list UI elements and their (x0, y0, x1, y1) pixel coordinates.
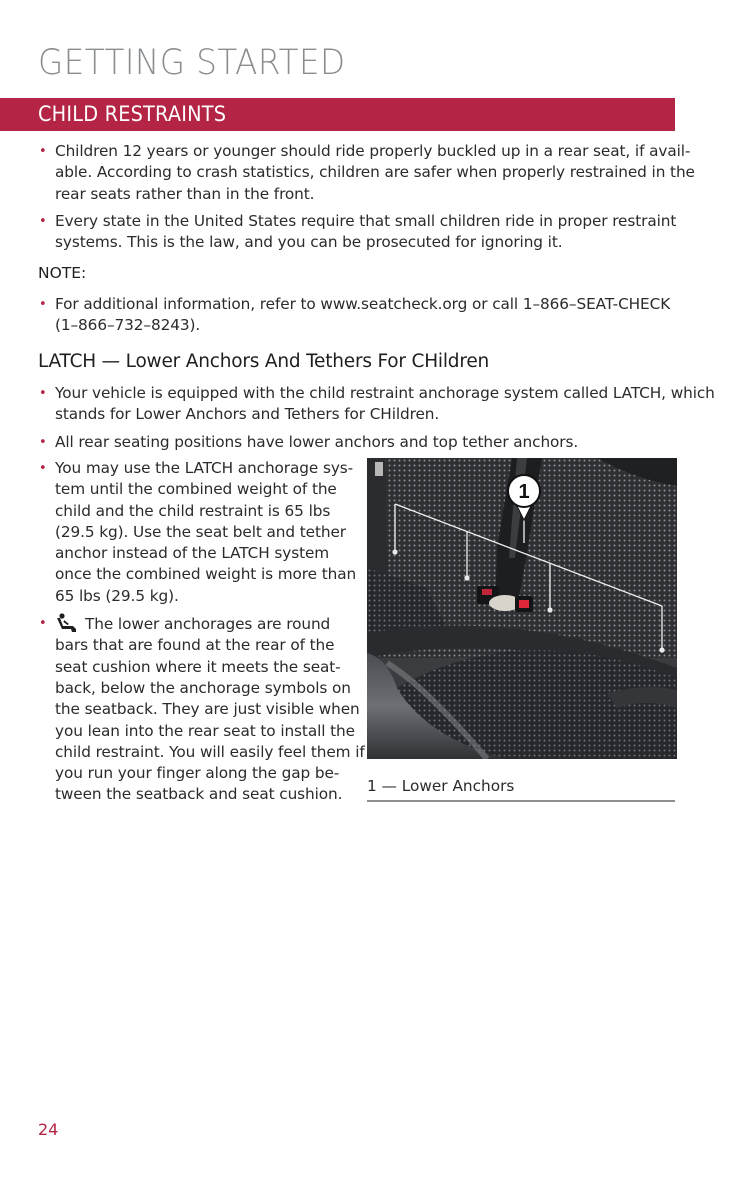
bullet-dot: • (39, 386, 47, 401)
list-item (38, 141, 695, 205)
banner-title: CHILD RESTRAINTS (38, 102, 227, 126)
callout-number: 1 (518, 481, 530, 503)
line: child restraint. You will easily feel them if (55, 742, 365, 761)
note-label: NOTE: (38, 264, 87, 282)
latch-heading: LATCH — Lower Anchors And Tethers For CHildren (38, 351, 490, 372)
bullet-dot: • (39, 144, 47, 159)
child-seat-anchor-icon (55, 613, 79, 633)
page-number: 24 (38, 1120, 59, 1139)
line: you lean into the rear seat to install the (55, 721, 355, 740)
note-bullets (38, 294, 678, 343)
line: back, below the anchorage symbols on (55, 678, 351, 697)
bullet-dot: • (39, 434, 47, 450)
line: (1–866–732–8243). (55, 316, 201, 335)
list-item (38, 613, 365, 806)
line: anchor instead of the LATCH system (55, 544, 330, 563)
line: Your vehicle is equipped with the child restraint anchorage system called LATCH, which (55, 384, 715, 402)
line-with-icon (55, 613, 348, 635)
rear-seat-photo (367, 458, 677, 759)
line: tem until the combined weight of the (55, 480, 337, 499)
list-item (38, 432, 678, 453)
line: Children 12 years or younger should ride properly buckled up in a rear seat, if avail- (55, 142, 691, 160)
list-item (38, 211, 678, 254)
line: Every state in the United States require that small children ride in proper restraint (55, 211, 677, 230)
line: seat cushion where it meets the seat- (55, 657, 341, 676)
line: child and the child restraint is 65 lbs (55, 501, 331, 520)
line: bars that are found at the rear of the (55, 636, 335, 655)
section-title: GETTING STARTED (38, 43, 346, 83)
line: You may use the LATCH anchorage sys- (55, 459, 354, 477)
bullet-dot: • (39, 616, 47, 632)
latch-bullets (38, 383, 715, 459)
line: For additional information, refer to www.seatcheck.org or call 1–866–SEAT-CHECK (55, 295, 671, 313)
intro-bullets (38, 141, 695, 259)
section-banner (0, 98, 675, 131)
line: (29.5 kg). Use the seat belt and tether (55, 522, 346, 541)
bullet-dot: • (39, 213, 47, 229)
list-item (38, 458, 357, 607)
latch-column-bullets (38, 458, 365, 812)
bullet-dot: • (39, 461, 47, 476)
line: you run your finger along the gap be- (55, 764, 340, 783)
line: able. According to crash statistics, children are safer when properly restrained in the (55, 163, 695, 182)
line: All rear seating positions have lower anchors and top tether anchors. (55, 432, 579, 451)
line: The lower anchorages are round (85, 615, 331, 634)
list-item (38, 383, 715, 426)
line: 65 lbs (29.5 kg). (55, 586, 179, 605)
line: tween the seatback and seat cushion. (55, 785, 343, 804)
figure-caption: 1 — Lower Anchors (367, 776, 675, 802)
bullet-dot: • (39, 297, 47, 312)
rear-seat-illustration (367, 458, 677, 759)
line: systems. This is the law, and you can be prosecuted for ignoring it. (55, 233, 563, 252)
line: stands for Lower Anchors and Tethers for CHildren. (55, 405, 440, 424)
line: rear seats rather than in the front. (55, 184, 315, 203)
seat-latch-icon (375, 462, 383, 476)
list-item (38, 294, 678, 337)
line: the seatback. They are just visible when (55, 700, 360, 719)
line: once the combined weight is more than (55, 565, 357, 584)
